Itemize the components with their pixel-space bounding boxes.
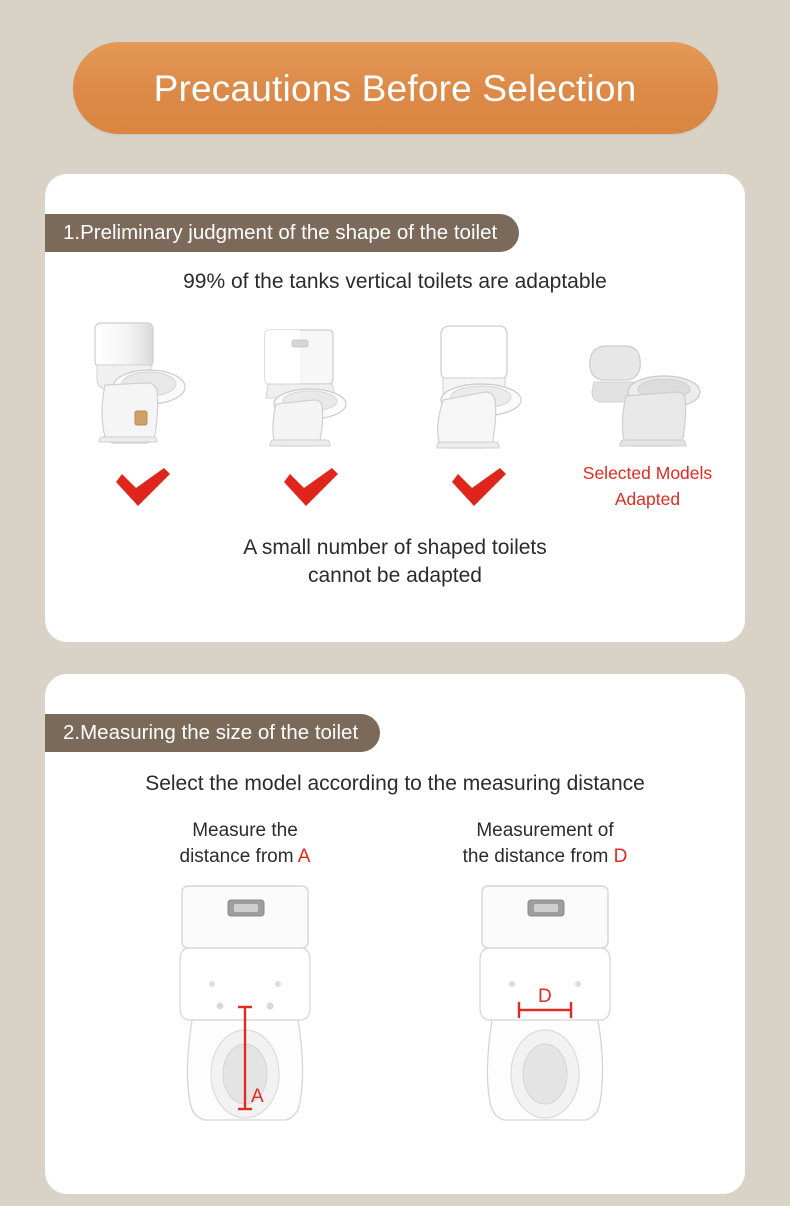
toilet-cell-2 xyxy=(233,314,388,454)
check-cell-1 xyxy=(65,460,220,520)
measure-label-d xyxy=(415,818,675,872)
section-2-tag xyxy=(45,714,380,752)
toilet-cell-1 xyxy=(65,314,220,454)
check-cell-3 xyxy=(402,460,557,520)
toilet-cell-3 xyxy=(402,314,557,454)
section-2-card xyxy=(45,674,745,1194)
toilet-two-piece-icon xyxy=(252,324,370,454)
measure-row xyxy=(45,818,745,1128)
check-marks-row xyxy=(45,454,745,520)
section-2-tag-label: 2.Measuring the size of the toilet xyxy=(63,721,359,744)
measure-label-a-line1: Measure the xyxy=(192,820,298,841)
page-title: Precautions Before Selection xyxy=(153,67,637,109)
section-1-bottom-note-line1: A small number of shaped toilets xyxy=(243,536,547,559)
measure-col-a xyxy=(115,818,375,1128)
toilet-shaped-icon xyxy=(582,334,712,454)
measure-image-d xyxy=(415,878,675,1128)
toilet-top-view-a-icon xyxy=(150,878,340,1128)
section-1-bottom-note xyxy=(45,534,745,591)
section-1-subtitle: 99% of the tanks vertical toilets are adaptable xyxy=(183,270,607,293)
section-1-bottom-note-line2: cannot be adapted xyxy=(308,564,482,588)
check-cell-2 xyxy=(233,460,388,520)
check-mark-icon xyxy=(280,466,342,510)
measure-label-d-line2-text: the distance from xyxy=(462,845,614,867)
section-1-tag xyxy=(45,214,519,252)
toilet-one-piece-icon xyxy=(83,319,203,454)
measure-label-d-line1: Measurement of xyxy=(476,820,614,841)
dimension-letter-d: D xyxy=(538,986,552,1007)
check-cell-4 xyxy=(570,460,725,520)
page-root xyxy=(0,42,790,1206)
measure-label-d-line2 xyxy=(415,844,675,870)
toilet-illustration-row xyxy=(45,294,745,454)
measure-label-a-highlight: A xyxy=(297,845,311,867)
page-header-banner xyxy=(73,42,718,134)
section-1-tag-label: 1.Preliminary judgment of the shape of the toilet xyxy=(63,221,498,244)
measure-image-a xyxy=(115,878,375,1128)
measure-label-a-line2 xyxy=(115,844,375,870)
selected-models-note-line2: Adapted xyxy=(614,488,681,509)
check-mark-icon xyxy=(112,466,174,510)
measure-col-d xyxy=(415,818,675,1128)
toilet-skirted-icon xyxy=(419,322,539,454)
check-mark-icon xyxy=(448,466,510,510)
selected-models-note-line1: Selected Models xyxy=(582,463,713,483)
measure-label-a-line2-text: distance from xyxy=(179,845,298,867)
section-2-subtitle: Select the model according to the measuring distance xyxy=(145,772,645,795)
dimension-letter-a: A xyxy=(251,1086,264,1107)
toilet-cell-4 xyxy=(570,314,725,454)
section-1-card xyxy=(45,174,745,642)
toilet-top-view-d-icon xyxy=(450,878,640,1128)
measure-label-a xyxy=(115,818,375,872)
measure-label-d-highlight: D xyxy=(613,845,628,867)
